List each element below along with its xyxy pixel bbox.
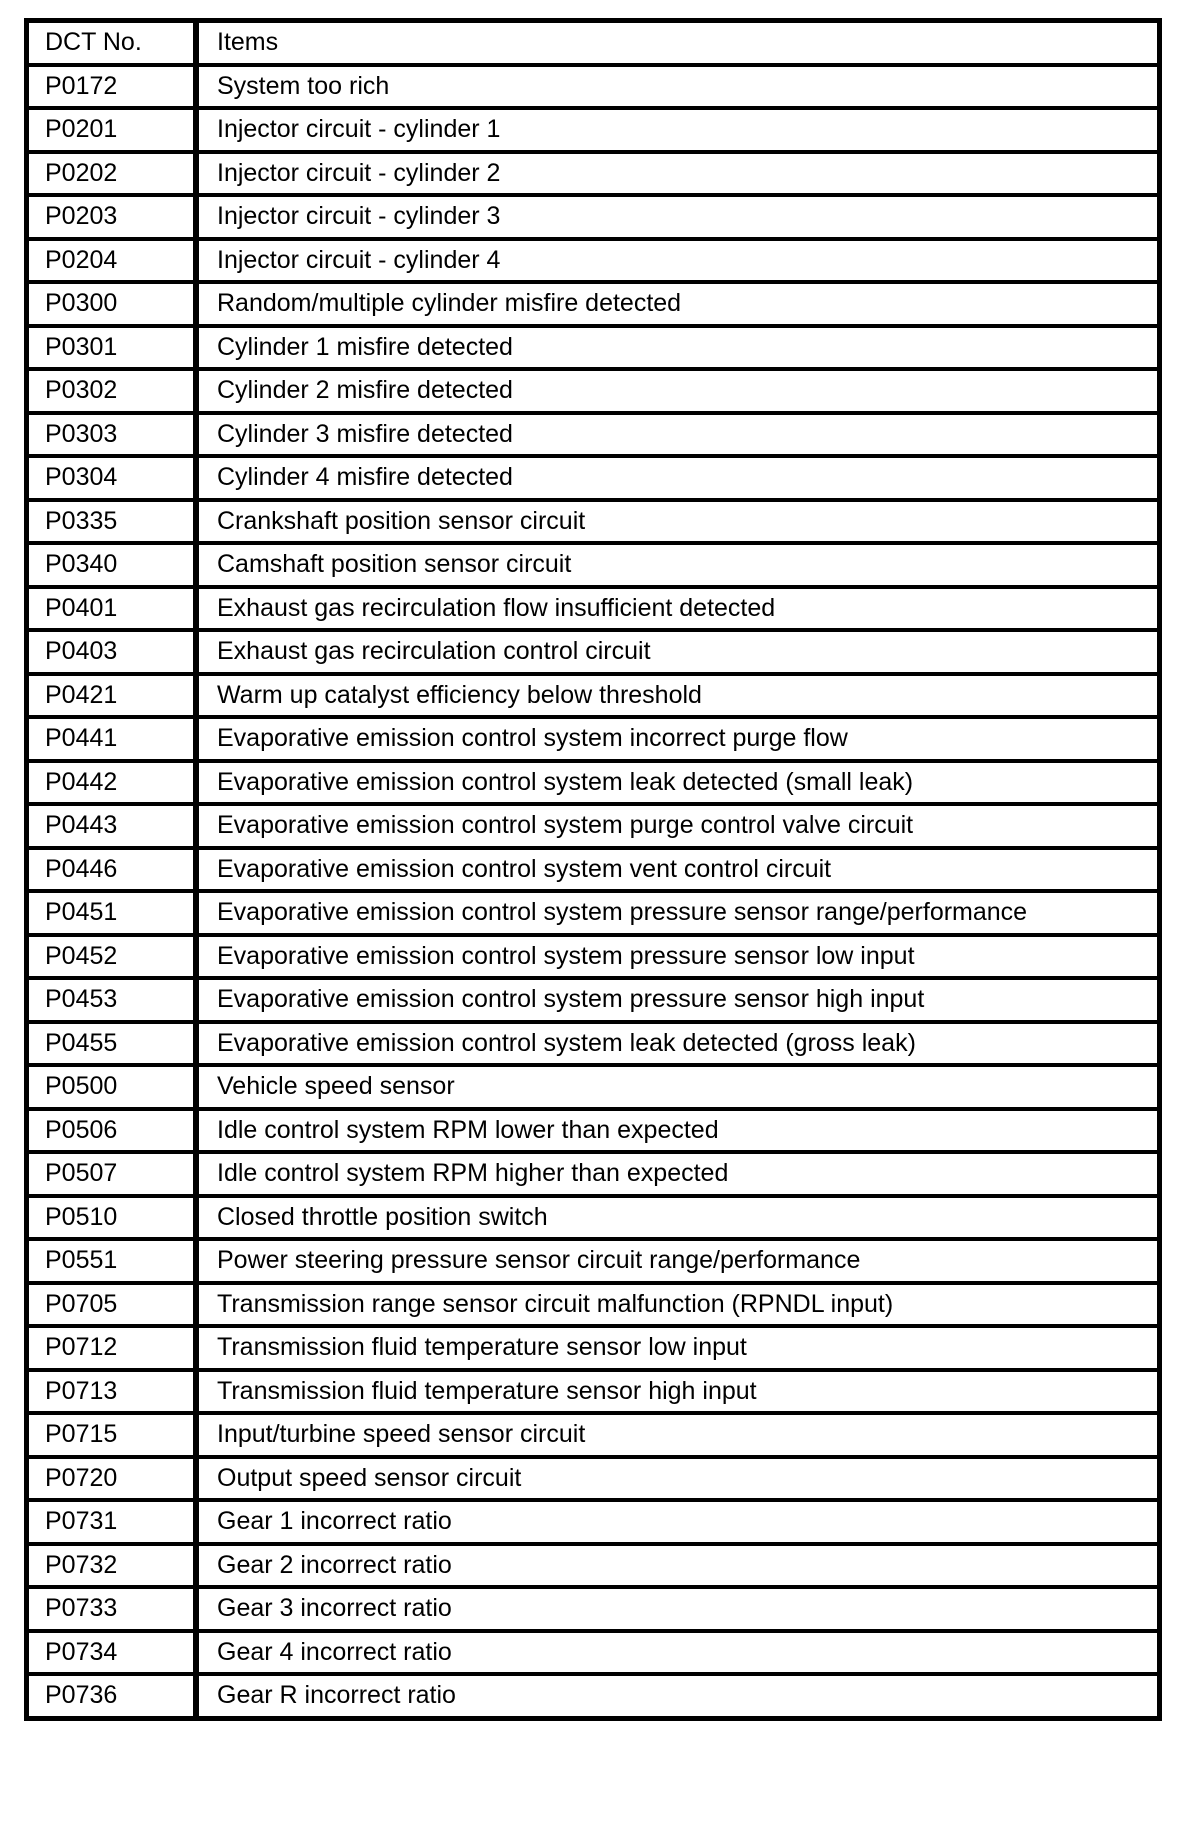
dtc-code-cell: P0300	[27, 282, 197, 326]
table-row	[27, 543, 1160, 587]
dtc-code-cell: P0715	[27, 1413, 197, 1457]
dtc-code-cell: P0204	[27, 239, 197, 283]
table-row	[27, 413, 1160, 457]
dtc-code-cell: P0712	[27, 1326, 197, 1370]
dtc-item-cell: Evaporative emission control system pressure sensor low input	[196, 935, 1160, 979]
table-row	[27, 65, 1160, 109]
table-row	[27, 1326, 1160, 1370]
dtc-item-cell: Gear 1 incorrect ratio	[196, 1500, 1160, 1544]
dtc-item-cell: Gear R incorrect ratio	[196, 1674, 1160, 1718]
table-row	[27, 935, 1160, 979]
table-row	[27, 1631, 1160, 1675]
dtc-code-cell: P0455	[27, 1022, 197, 1066]
dtc-code-cell: P0172	[27, 65, 197, 109]
dtc-code-cell: P0303	[27, 413, 197, 457]
dtc-code-cell: P0302	[27, 369, 197, 413]
table-row	[27, 456, 1160, 500]
dtc-item-cell: Vehicle speed sensor	[196, 1065, 1160, 1109]
table-row	[27, 500, 1160, 544]
table-row	[27, 1674, 1160, 1718]
dtc-code-cell: P0401	[27, 587, 197, 631]
dtc-item-cell: Transmission fluid temperature sensor high input	[196, 1370, 1160, 1414]
dtc-item-cell: Evaporative emission control system incorrect purge flow	[196, 717, 1160, 761]
dtc-item-cell: Injector circuit - cylinder 4	[196, 239, 1160, 283]
dtc-item-cell: Injector circuit - cylinder 3	[196, 195, 1160, 239]
dtc-item-cell: Camshaft position sensor circuit	[196, 543, 1160, 587]
table-row	[27, 1239, 1160, 1283]
dtc-code-cell: P0731	[27, 1500, 197, 1544]
table-row	[27, 1196, 1160, 1240]
dtc-code-cell: P0442	[27, 761, 197, 805]
dtc-code-cell: P0551	[27, 1239, 197, 1283]
dtc-code-cell: P0441	[27, 717, 197, 761]
dtc-item-cell: Idle control system RPM higher than expected	[196, 1152, 1160, 1196]
table-row	[27, 1457, 1160, 1501]
dtc-item-cell: Cylinder 3 misfire detected	[196, 413, 1160, 457]
dtc-code-cell: P0705	[27, 1283, 197, 1327]
dtc-code-cell: P0443	[27, 804, 197, 848]
table-row	[27, 761, 1160, 805]
dtc-table	[24, 18, 1162, 1721]
dtc-item-cell: Output speed sensor circuit	[196, 1457, 1160, 1501]
dtc-item-cell: Gear 3 incorrect ratio	[196, 1587, 1160, 1631]
table-row	[27, 239, 1160, 283]
dtc-item-cell: Evaporative emission control system vent control circuit	[196, 848, 1160, 892]
dtc-item-cell: Gear 4 incorrect ratio	[196, 1631, 1160, 1675]
dtc-item-cell: Transmission range sensor circuit malfunction (RPNDL input)	[196, 1283, 1160, 1327]
dtc-item-cell: Evaporative emission control system leak detected (small leak)	[196, 761, 1160, 805]
table-row	[27, 1500, 1160, 1544]
dtc-code-cell: P0335	[27, 500, 197, 544]
dtc-item-cell: Injector circuit - cylinder 1	[196, 108, 1160, 152]
dtc-code-cell: P0301	[27, 326, 197, 370]
dtc-code-cell: P0201	[27, 108, 197, 152]
dtc-item-cell: Closed throttle position switch	[196, 1196, 1160, 1240]
table-row	[27, 1109, 1160, 1153]
dtc-code-cell: P0733	[27, 1587, 197, 1631]
header-dct-no: DCT No.	[27, 21, 197, 65]
dtc-item-cell: Exhaust gas recirculation flow insufficient detected	[196, 587, 1160, 631]
dtc-item-cell: Crankshaft position sensor circuit	[196, 500, 1160, 544]
dtc-item-cell: Input/turbine speed sensor circuit	[196, 1413, 1160, 1457]
table-row	[27, 1152, 1160, 1196]
dtc-code-cell: P0500	[27, 1065, 197, 1109]
table-row	[27, 587, 1160, 631]
dtc-code-cell: P0340	[27, 543, 197, 587]
table-row	[27, 1587, 1160, 1631]
table-row	[27, 674, 1160, 718]
dtc-code-cell: P0446	[27, 848, 197, 892]
table-row	[27, 1022, 1160, 1066]
dtc-item-cell: Transmission fluid temperature sensor low input	[196, 1326, 1160, 1370]
dtc-code-cell: P0506	[27, 1109, 197, 1153]
dtc-item-cell: Evaporative emission control system pressure sensor range/performance	[196, 891, 1160, 935]
table-row	[27, 630, 1160, 674]
table-row	[27, 804, 1160, 848]
dtc-code-cell: P0507	[27, 1152, 197, 1196]
dtc-item-cell: System too rich	[196, 65, 1160, 109]
dtc-code-cell: P0452	[27, 935, 197, 979]
dtc-code-cell: P0732	[27, 1544, 197, 1588]
dtc-item-cell: Exhaust gas recirculation control circuit	[196, 630, 1160, 674]
table-row	[27, 717, 1160, 761]
table-row	[27, 195, 1160, 239]
dtc-item-cell: Gear 2 incorrect ratio	[196, 1544, 1160, 1588]
dtc-item-cell: Idle control system RPM lower than expected	[196, 1109, 1160, 1153]
dtc-code-cell: P0304	[27, 456, 197, 500]
dtc-item-cell: Evaporative emission control system leak detected (gross leak)	[196, 1022, 1160, 1066]
dtc-item-cell: Cylinder 2 misfire detected	[196, 369, 1160, 413]
dtc-code-cell: P0736	[27, 1674, 197, 1718]
table-row	[27, 978, 1160, 1022]
table-row	[27, 1544, 1160, 1588]
dtc-item-cell: Cylinder 4 misfire detected	[196, 456, 1160, 500]
dtc-item-cell: Injector circuit - cylinder 2	[196, 152, 1160, 196]
dtc-code-cell: P0720	[27, 1457, 197, 1501]
dtc-code-cell: P0453	[27, 978, 197, 1022]
dtc-code-cell: P0713	[27, 1370, 197, 1414]
table-row	[27, 369, 1160, 413]
table-header-row	[27, 21, 1160, 65]
dtc-code-cell: P0421	[27, 674, 197, 718]
table-row	[27, 108, 1160, 152]
dtc-item-cell: Evaporative emission control system pressure sensor high input	[196, 978, 1160, 1022]
header-items: Items	[196, 21, 1160, 65]
dtc-item-cell: Power steering pressure sensor circuit range/performance	[196, 1239, 1160, 1283]
dtc-item-cell: Warm up catalyst efficiency below threshold	[196, 674, 1160, 718]
table-row	[27, 152, 1160, 196]
dtc-table-body	[27, 21, 1160, 1719]
dtc-item-cell: Random/multiple cylinder misfire detected	[196, 282, 1160, 326]
dtc-code-cell: P0202	[27, 152, 197, 196]
dtc-code-cell: P0403	[27, 630, 197, 674]
dtc-item-cell: Evaporative emission control system purge control valve circuit	[196, 804, 1160, 848]
table-row	[27, 848, 1160, 892]
table-row	[27, 1370, 1160, 1414]
table-row	[27, 1283, 1160, 1327]
table-row	[27, 891, 1160, 935]
table-row	[27, 1413, 1160, 1457]
dtc-code-cell: P0203	[27, 195, 197, 239]
table-row	[27, 326, 1160, 370]
table-row	[27, 282, 1160, 326]
dtc-item-cell: Cylinder 1 misfire detected	[196, 326, 1160, 370]
dtc-code-cell: P0510	[27, 1196, 197, 1240]
table-row	[27, 1065, 1160, 1109]
dtc-code-cell: P0734	[27, 1631, 197, 1675]
dtc-code-cell: P0451	[27, 891, 197, 935]
